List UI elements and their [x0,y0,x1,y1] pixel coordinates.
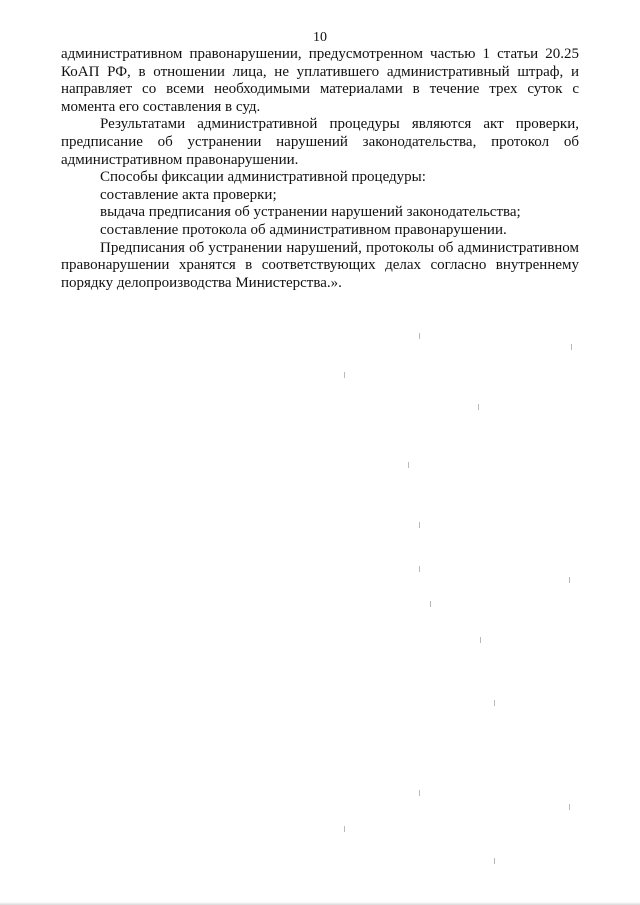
scan-artifact [344,372,345,378]
scan-artifact [419,790,420,796]
list-item-protocol: составление протокола об административном правонарушении. [100,221,507,238]
scan-artifact [419,522,420,528]
paragraph-storage: Предписания об устранении нарушений, протоколы об административном правонарушении хранятся в соответствующих делах согласно внутреннему порядку делопроизводства Министерства.». [61,239,579,291]
scan-artifact [419,566,420,572]
scan-artifact [494,700,495,706]
scan-artifact [430,601,431,607]
list-item-inspection-act: составление акта проверки; [100,186,277,203]
scan-artifact [494,858,495,864]
scan-artifact [419,333,420,339]
scan-artifact [478,404,479,410]
scan-artifact [344,826,345,832]
paragraph-results: Результатами административной процедуры являются акт проверки, предписание об устранении нарушений законодательства, протокол об административном правонарушении. [61,116,579,168]
scan-artifact [408,462,409,468]
page-number: 10 [313,30,327,45]
scan-artifact [569,577,570,583]
paragraph-fixation-methods: Способы фиксации административной процедуры: [100,169,426,186]
document-body [61,46,579,292]
list-item-prescription: выдача предписания об устранении нарушений законодательства; [100,204,521,221]
scan-artifact [569,804,570,810]
scan-artifact [480,637,481,643]
scan-artifact [571,344,572,350]
paragraph-continuation: административном правонарушении, предусмотренном частью 1 статьи 20.25 КоАП РФ, в отношении лица, не уплатившего административный штраф, и направляет со всеми необходимыми материалами в течение трех суток с момента его составления в суд. [61,46,579,115]
